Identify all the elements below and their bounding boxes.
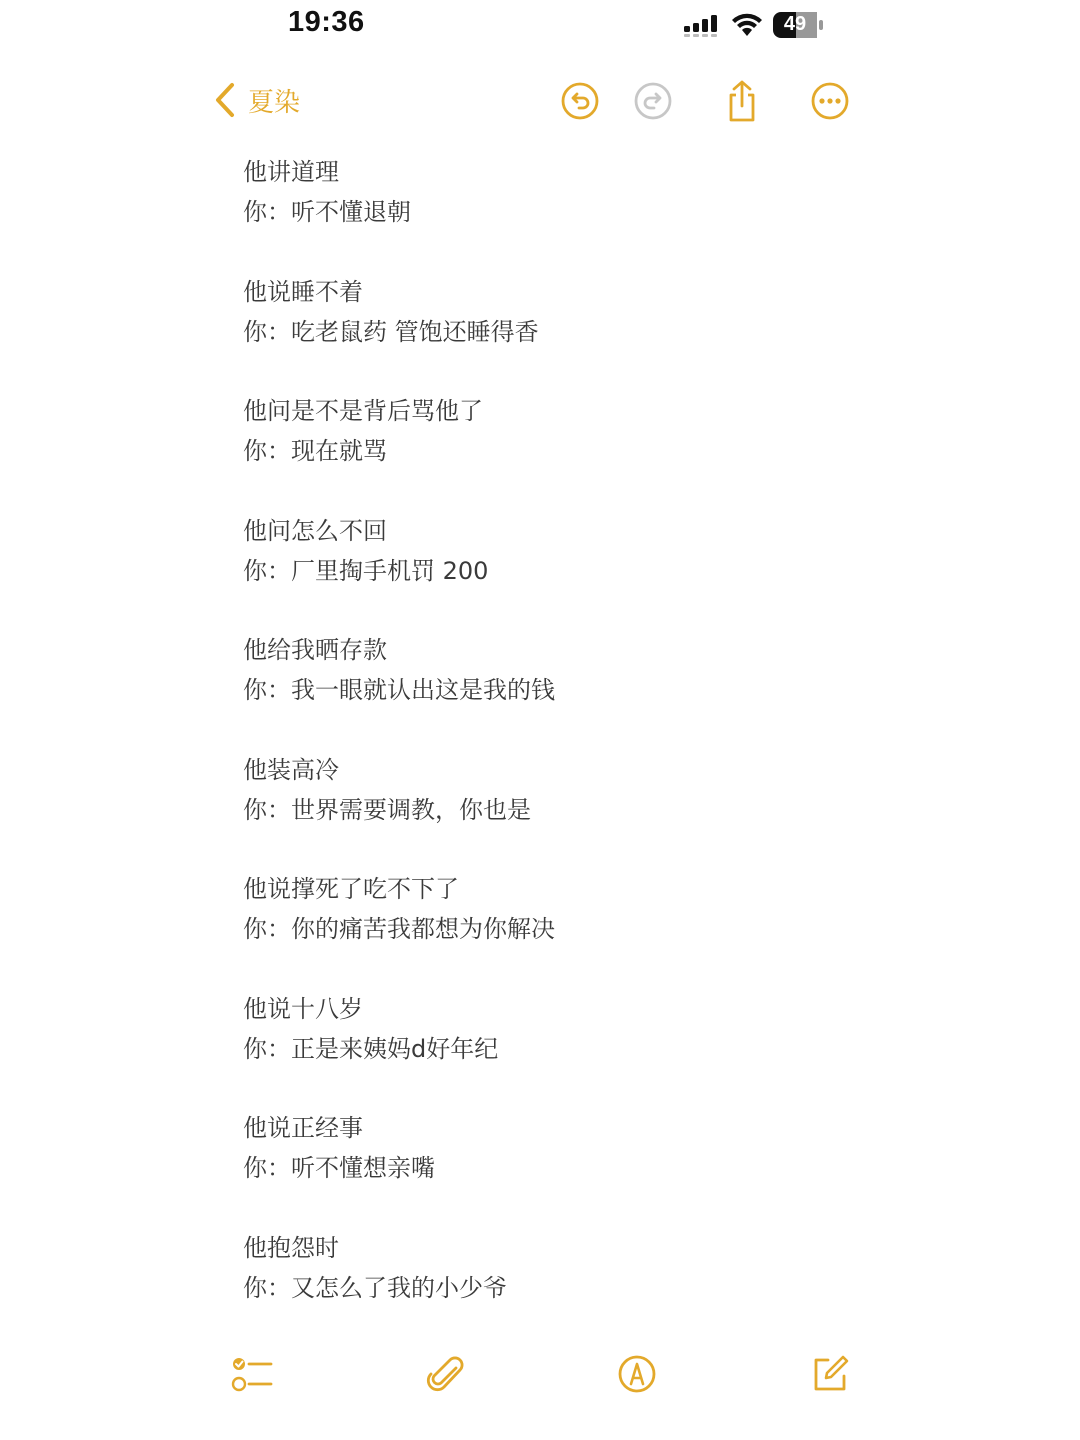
note-body[interactable] (243, 152, 863, 1347)
entry-prompt: 他问是不是背后骂他了 (243, 397, 483, 425)
note-entry (243, 1228, 863, 1348)
entry-prompt: 他说十八岁 (243, 994, 363, 1023)
wifi-icon (730, 12, 764, 38)
entry-reply: 你：正是来姨妈d好年纪 (243, 1034, 499, 1063)
note-entry (243, 152, 863, 272)
status-bar (0, 0, 1080, 56)
bottom-toolbar (0, 1345, 1080, 1405)
entry-reply: 你：世界需要调教，你也是 (243, 795, 531, 824)
compose-icon (810, 1354, 850, 1394)
redo-icon (633, 81, 673, 121)
entry-prompt: 他问怎么不回 (243, 516, 387, 545)
more-icon (810, 81, 850, 121)
status-time: 19:36 (288, 6, 365, 38)
entry-prompt: 他说睡不着 (243, 277, 363, 306)
note-entry (243, 989, 863, 1109)
entry-reply: 你：又怎么了我的小少爷 (243, 1273, 507, 1302)
note-entry (243, 630, 863, 750)
compose-button[interactable] (805, 1349, 855, 1399)
markup-button[interactable] (612, 1349, 662, 1399)
note-entry (243, 391, 863, 511)
entry-reply: 你：听不懂退朝 (243, 198, 411, 226)
note-entry (243, 1108, 863, 1228)
share-icon (722, 79, 762, 123)
attachment-button[interactable] (421, 1349, 471, 1399)
entry-reply: 你：我一眼就认出这是我的钱 (243, 676, 555, 704)
entry-reply: 你：吃老鼠药 管饱还睡得香 (243, 317, 539, 346)
share-button[interactable] (717, 76, 767, 126)
entry-reply: 你：听不懂想亲嘴 (243, 1154, 435, 1182)
undo-icon (560, 81, 600, 121)
entry-prompt: 他说撑死了吃不下了 (243, 875, 459, 903)
chevron-left-icon (214, 82, 236, 118)
note-entry (243, 511, 863, 631)
attachment-icon (426, 1352, 466, 1396)
entry-prompt: 他给我晒存款 (243, 636, 387, 664)
entry-reply: 你：你的痛苦我都想为你解决 (243, 915, 555, 943)
entry-prompt: 他装高冷 (243, 755, 339, 784)
entry-reply: 你：厂里掏手机罚 200 (243, 556, 489, 585)
nav-bar (0, 70, 1080, 130)
checklist-button[interactable] (228, 1349, 278, 1399)
note-entry (243, 272, 863, 392)
undo-button[interactable] (555, 76, 605, 126)
note-entry (243, 869, 863, 989)
battery-level: 49 (783, 13, 807, 35)
note-entry (243, 750, 863, 870)
back-label: 夏染 (248, 87, 301, 118)
redo-button[interactable] (628, 76, 678, 126)
entry-prompt: 他抱怨时 (243, 1233, 339, 1262)
more-button[interactable] (805, 76, 855, 126)
entry-prompt: 他说正经事 (243, 1114, 363, 1142)
status-icons (680, 8, 830, 42)
entry-prompt: 他讲道理 (243, 158, 339, 186)
signal-icon (682, 14, 720, 38)
checklist-icon (231, 1354, 275, 1394)
markup-icon (617, 1354, 657, 1394)
back-button[interactable] (214, 78, 300, 122)
entry-reply: 你：现在就骂 (243, 437, 387, 465)
